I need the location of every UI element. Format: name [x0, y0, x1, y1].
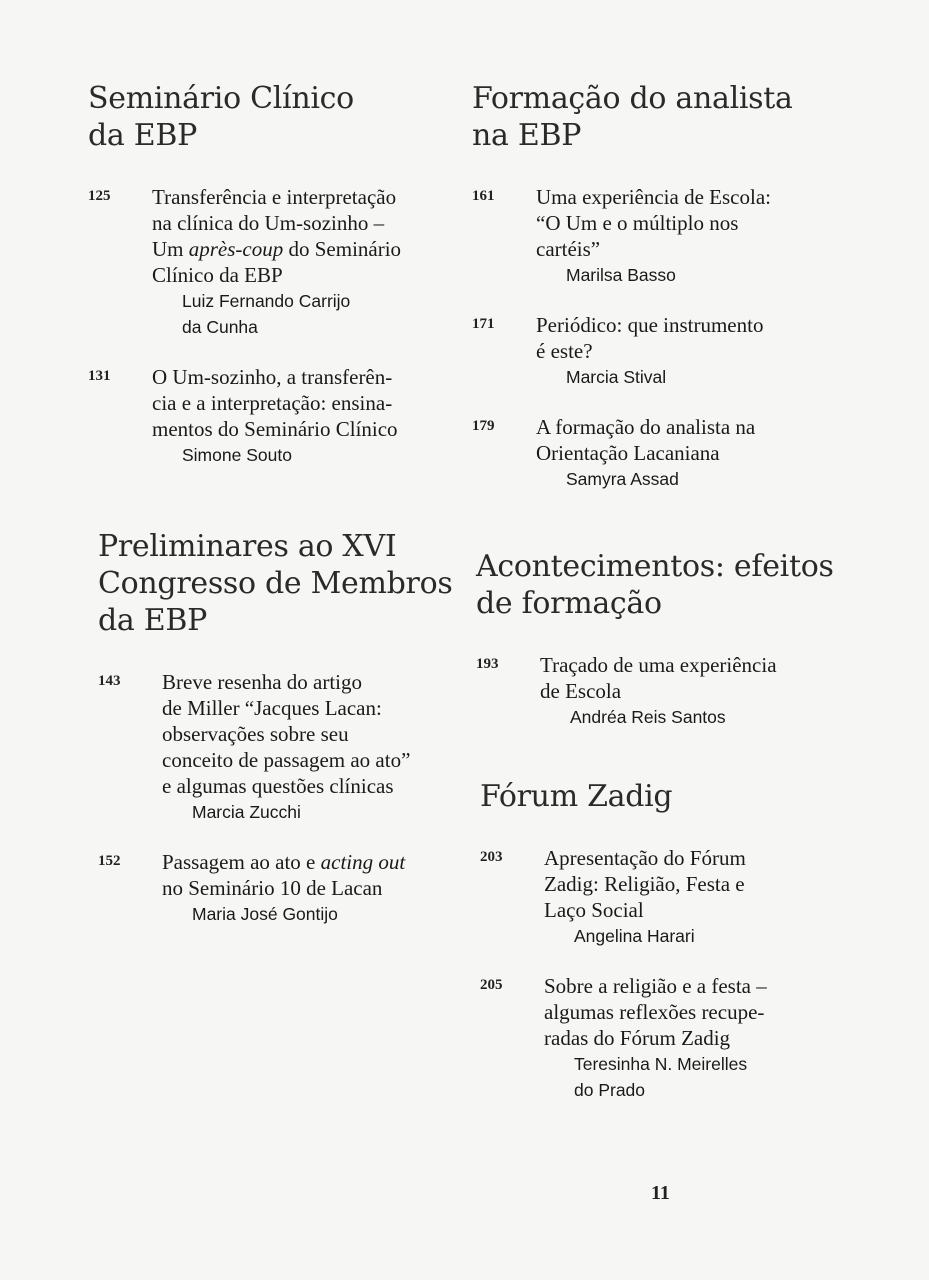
- page-number: 203: [480, 849, 503, 865]
- toc-entry[interactable]: [480, 973, 900, 1103]
- toc-entry[interactable]: [472, 184, 892, 288]
- page-number: 143: [98, 673, 121, 689]
- section-heading: Fórum Zadig: [480, 779, 673, 814]
- entry-author: Samyra Assad: [566, 469, 679, 489]
- section-heading: Preliminares ao XVI Congresso de Membros da EBP: [98, 529, 453, 638]
- toc-entry[interactable]: [472, 312, 892, 390]
- page-number: 131: [88, 368, 111, 384]
- entry-author: Andréa Reis Santos: [570, 707, 726, 727]
- toc-entry[interactable]: [88, 184, 468, 340]
- page-number: 205: [480, 977, 503, 993]
- entry-author: Marcia Zucchi: [192, 802, 301, 822]
- toc-entry[interactable]: [98, 849, 478, 927]
- toc-entry[interactable]: [98, 669, 478, 825]
- page-number: 179: [472, 418, 495, 434]
- section-heading: Seminário Clínico da EBP: [88, 81, 354, 153]
- entry-title: Apresentação do Fórum Zadig: Religião, Festa e Laço Social: [544, 846, 746, 922]
- entry-title: Uma experiência de Escola: “O Um e o múltiplo nos cartéis”: [536, 185, 771, 261]
- section-forum-zadig: [480, 778, 900, 1103]
- entry-title: Passagem ao ato e acting out no Seminário 10 de Lacan: [162, 850, 406, 900]
- page-number: 152: [98, 853, 121, 869]
- page-number: 161: [472, 188, 495, 204]
- page-number: 171: [472, 316, 495, 332]
- section-heading: Acontecimentos: efeitos de formação: [476, 549, 834, 621]
- entry-author: Marilsa Basso: [566, 265, 676, 285]
- toc-entry[interactable]: [472, 414, 892, 492]
- section-heading: Formação do analista na EBP: [472, 81, 793, 153]
- toc-entry[interactable]: [480, 845, 900, 949]
- entry-title: Breve resenha do artigo de Miller “Jacques Lacan: observações sobre seu conceito de passagem ao ato” e algumas questões clínicas: [162, 670, 411, 798]
- section-formacao: [472, 80, 892, 492]
- toc-entry[interactable]: [476, 652, 916, 730]
- page-number: 193: [476, 656, 499, 672]
- section-preliminares: [98, 528, 478, 927]
- entry-title: Periódico: que instrumento é este?: [536, 313, 764, 363]
- entry-author: Luiz Fernando Carrijo da Cunha: [182, 291, 351, 337]
- entry-author: Angelina Harari: [574, 926, 695, 946]
- page-number: 125: [88, 188, 111, 204]
- entry-title: A formação do analista na Orientação Lacaniana: [536, 415, 756, 465]
- entry-title: Sobre a religião e a festa – algumas reflexões recupe- radas do Fórum Zadig: [544, 974, 767, 1050]
- page-folio: 11: [651, 1182, 670, 1204]
- toc-entry[interactable]: [88, 364, 468, 468]
- entry-title: Transferência e interpretação na clínica do Um-sozinho – Um après-coup do Seminário Clínico da EBP: [152, 185, 402, 287]
- entry-title: O Um-sozinho, a transferên- cia e a interpretação: ensina- mentos do Seminário Clínico: [152, 365, 398, 441]
- entry-author: Teresinha N. Meirelles do Prado: [574, 1054, 748, 1100]
- entry-author: Simone Souto: [182, 445, 292, 465]
- entry-title: Traçado de uma experiência de Escola: [540, 653, 777, 703]
- section-seminario-clinico: [88, 80, 468, 468]
- entry-author: Maria José Gontijo: [192, 904, 338, 924]
- section-acontecimentos: [476, 548, 916, 730]
- entry-author: Marcia Stival: [566, 367, 667, 387]
